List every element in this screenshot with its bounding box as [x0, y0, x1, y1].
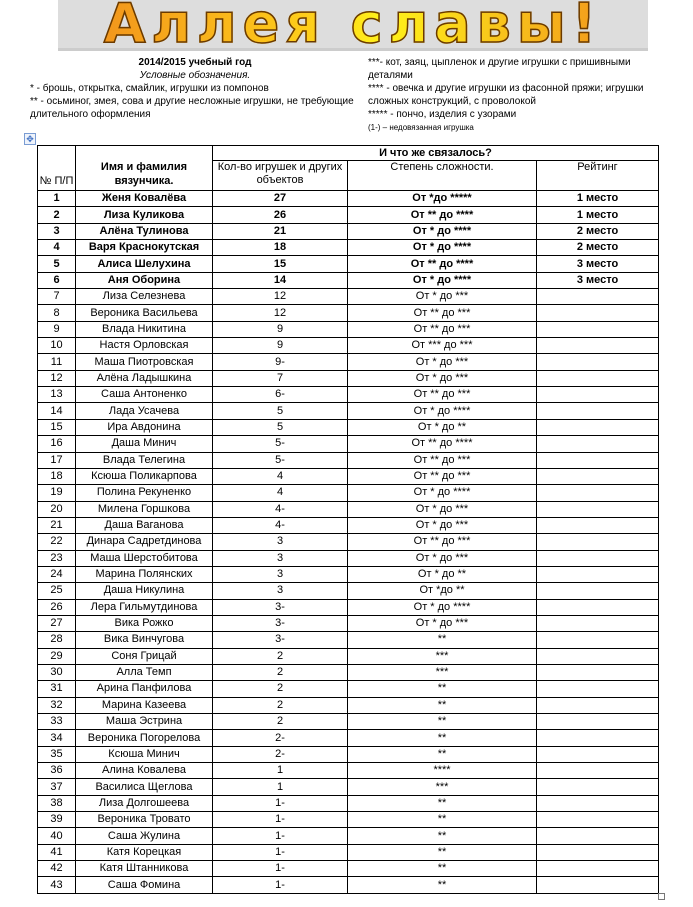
- table-row: [38, 387, 659, 403]
- cell-name: Маша Эстрина: [76, 714, 213, 730]
- cell-count: 2-: [213, 730, 348, 746]
- table-row: [38, 664, 659, 680]
- cell-n: 32: [38, 697, 76, 713]
- cell-rating: [537, 714, 659, 730]
- cell-difficulty: ***: [348, 648, 537, 664]
- cell-name: Лиза Селезнева: [76, 289, 213, 305]
- header-count: Кол-во игрушек и других объектов: [213, 161, 348, 191]
- cell-rating: [537, 534, 659, 550]
- cell-difficulty: От ** до ****: [348, 207, 537, 223]
- cell-name: Влада Никитина: [76, 321, 213, 337]
- cell-rating: 3 место: [537, 272, 659, 288]
- table-row: [38, 403, 659, 419]
- cell-n: 1: [38, 191, 76, 207]
- table-row: [38, 452, 659, 468]
- legend-note: (1-) – недовязанная игрушка: [368, 123, 474, 132]
- cell-rating: [537, 583, 659, 599]
- table-row: [38, 648, 659, 664]
- table-row: [38, 615, 659, 631]
- cell-difficulty: **: [348, 697, 537, 713]
- cell-difficulty: От *до *****: [348, 191, 537, 207]
- cell-rating: [537, 468, 659, 484]
- cell-n: 33: [38, 714, 76, 730]
- cell-name: Вика Рожко: [76, 615, 213, 631]
- cell-difficulty: От *** до ***: [348, 338, 537, 354]
- cell-name: Ксюша Минич: [76, 746, 213, 762]
- cell-count: 3: [213, 550, 348, 566]
- table-row: [38, 256, 659, 272]
- table-row: [38, 861, 659, 877]
- legend-item: **** - овечка и другие игрушки из фасонной пряжи; игрушки сложных конструкций, с проволокой: [368, 83, 644, 107]
- cell-name: Лиза Куликова: [76, 207, 213, 223]
- cell-n: 34: [38, 730, 76, 746]
- cell-n: 16: [38, 436, 76, 452]
- table-row: [38, 370, 659, 386]
- cell-rating: 3 место: [537, 256, 659, 272]
- cell-name: Саша Антоненко: [76, 387, 213, 403]
- cell-name: Алина Ковалева: [76, 763, 213, 779]
- cell-count: 14: [213, 272, 348, 288]
- cell-name: Алиса Шелухина: [76, 256, 213, 272]
- cell-difficulty: От * до ***: [348, 501, 537, 517]
- cell-name: Даша Ваганова: [76, 517, 213, 533]
- table-row: [38, 436, 659, 452]
- cell-count: 9: [213, 338, 348, 354]
- cell-n: 12: [38, 370, 76, 386]
- cell-n: 9: [38, 321, 76, 337]
- cell-count: 1-: [213, 812, 348, 828]
- cell-difficulty: От ** до ****: [348, 256, 537, 272]
- cell-name: Даша Никулина: [76, 583, 213, 599]
- table-row: [38, 517, 659, 533]
- cell-rating: [537, 861, 659, 877]
- table-row: [38, 468, 659, 484]
- cell-difficulty: От ** до ***: [348, 305, 537, 321]
- table-row: [38, 795, 659, 811]
- table-row: [38, 877, 659, 893]
- cell-n: 17: [38, 452, 76, 468]
- cell-n: 2: [38, 207, 76, 223]
- cell-n: 27: [38, 615, 76, 631]
- cell-rating: [537, 730, 659, 746]
- cell-count: 2: [213, 697, 348, 713]
- table-row: [38, 485, 659, 501]
- legend-item: ***** - пончо, изделия с узорами: [368, 109, 517, 120]
- cell-rating: [537, 501, 659, 517]
- cell-n: 42: [38, 861, 76, 877]
- cell-count: 1: [213, 779, 348, 795]
- title-banner: [58, 0, 648, 55]
- cell-name: Марина Казеева: [76, 697, 213, 713]
- cell-name: Даша Минич: [76, 436, 213, 452]
- cell-n: 18: [38, 468, 76, 484]
- cell-difficulty: От * до ****: [348, 240, 537, 256]
- cell-count: 2-: [213, 746, 348, 762]
- cell-name: Ксюша Поликарпова: [76, 468, 213, 484]
- cell-count: 6-: [213, 387, 348, 403]
- table-row: [38, 763, 659, 779]
- cell-n: 31: [38, 681, 76, 697]
- cell-name: Варя Краснокутская: [76, 240, 213, 256]
- table-row: [38, 289, 659, 305]
- cell-difficulty: ****: [348, 763, 537, 779]
- cell-count: 1-: [213, 861, 348, 877]
- cell-difficulty: **: [348, 632, 537, 648]
- table-row: [38, 338, 659, 354]
- cell-count: 2: [213, 681, 348, 697]
- cell-difficulty: От ** до ***: [348, 452, 537, 468]
- cell-name: Аня Оборина: [76, 272, 213, 288]
- cell-n: 4: [38, 240, 76, 256]
- table-row: [38, 714, 659, 730]
- cell-rating: [537, 746, 659, 762]
- table-row: [38, 191, 659, 207]
- cell-name: Милена Горшкова: [76, 501, 213, 517]
- cell-rating: 2 место: [537, 223, 659, 239]
- cell-name: Маша Шерстобитова: [76, 550, 213, 566]
- cell-n: 10: [38, 338, 76, 354]
- cell-n: 43: [38, 877, 76, 893]
- cell-name: Вероника Васильева: [76, 305, 213, 321]
- cell-n: 25: [38, 583, 76, 599]
- cell-n: 7: [38, 289, 76, 305]
- table-row: [38, 779, 659, 795]
- cell-count: 3-: [213, 599, 348, 615]
- cell-rating: [537, 828, 659, 844]
- cell-count: 2: [213, 714, 348, 730]
- table-row: [38, 550, 659, 566]
- cell-count: 12: [213, 305, 348, 321]
- cell-difficulty: ***: [348, 664, 537, 680]
- cell-name: Ира Авдонина: [76, 419, 213, 435]
- cell-rating: [537, 419, 659, 435]
- cell-rating: [537, 289, 659, 305]
- cell-difficulty: От * до ***: [348, 370, 537, 386]
- table-row: [38, 305, 659, 321]
- table-row: [38, 828, 659, 844]
- cell-count: 12: [213, 289, 348, 305]
- cell-count: 9-: [213, 354, 348, 370]
- cell-n: 8: [38, 305, 76, 321]
- cell-difficulty: **: [348, 730, 537, 746]
- cell-name: Настя Орловская: [76, 338, 213, 354]
- cell-n: 29: [38, 648, 76, 664]
- cell-difficulty: От * до **: [348, 419, 537, 435]
- cell-n: 6: [38, 272, 76, 288]
- cell-name: Алёна Тулинова: [76, 223, 213, 239]
- cell-n: 14: [38, 403, 76, 419]
- header-rating: Рейтинг: [537, 161, 659, 191]
- cell-rating: [537, 485, 659, 501]
- legend-item: ***- кот, заяц, цыпленок и другие игрушки с пришивными деталями: [368, 57, 631, 81]
- cell-count: 4: [213, 468, 348, 484]
- cell-count: 1: [213, 763, 348, 779]
- header-num: № П/П: [38, 146, 76, 191]
- cell-name: Маша Пиотровская: [76, 354, 213, 370]
- cell-name: Арина Панфилова: [76, 681, 213, 697]
- cell-difficulty: От * до ****: [348, 599, 537, 615]
- cell-n: 19: [38, 485, 76, 501]
- cell-difficulty: **: [348, 681, 537, 697]
- table-row: [38, 812, 659, 828]
- cell-name: Влада Телегина: [76, 452, 213, 468]
- cell-n: 28: [38, 632, 76, 648]
- cell-rating: [537, 517, 659, 533]
- table-row: [38, 583, 659, 599]
- cell-name: Вероника Тровато: [76, 812, 213, 828]
- table-row: [38, 746, 659, 762]
- cell-rating: [537, 664, 659, 680]
- cell-difficulty: От ** до ***: [348, 534, 537, 550]
- cell-name: Вика Винчугова: [76, 632, 213, 648]
- cell-difficulty: **: [348, 828, 537, 844]
- cell-count: 3-: [213, 632, 348, 648]
- legend-item: * - брошь, открытка, смайлик, игрушки из помпонов: [30, 83, 269, 94]
- table-row: [38, 697, 659, 713]
- cell-rating: [537, 844, 659, 860]
- legend-right: [368, 56, 668, 134]
- cell-name: Динара Садретдинова: [76, 534, 213, 550]
- cell-n: 11: [38, 354, 76, 370]
- cell-n: 40: [38, 828, 76, 844]
- cell-difficulty: От ** до ***: [348, 468, 537, 484]
- cell-name: Алла Темп: [76, 664, 213, 680]
- cell-difficulty: **: [348, 812, 537, 828]
- cell-name: Лера Гильмутдинова: [76, 599, 213, 615]
- cell-count: 1-: [213, 828, 348, 844]
- cell-count: 21: [213, 223, 348, 239]
- cell-difficulty: **: [348, 746, 537, 762]
- cell-rating: [537, 648, 659, 664]
- cell-rating: 2 место: [537, 240, 659, 256]
- cell-n: 22: [38, 534, 76, 550]
- cell-rating: [537, 452, 659, 468]
- cell-difficulty: **: [348, 861, 537, 877]
- table-body: [38, 191, 659, 894]
- results-table: [37, 145, 659, 894]
- table-row: [38, 207, 659, 223]
- cell-rating: [537, 877, 659, 893]
- cell-n: 41: [38, 844, 76, 860]
- header-name: Имя и фамилия вязунчика.: [76, 146, 213, 191]
- cell-count: 7: [213, 370, 348, 386]
- cell-rating: [537, 354, 659, 370]
- cell-difficulty: От * до ****: [348, 223, 537, 239]
- table-row: [38, 272, 659, 288]
- table-row: [38, 419, 659, 435]
- cell-rating: [537, 599, 659, 615]
- table-row: [38, 354, 659, 370]
- cell-rating: [537, 370, 659, 386]
- cell-rating: [537, 812, 659, 828]
- cell-difficulty: От * до **: [348, 566, 537, 582]
- cell-name: Алёна Ладышкина: [76, 370, 213, 386]
- cell-difficulty: От *до **: [348, 583, 537, 599]
- cell-rating: [537, 436, 659, 452]
- table-row: [38, 599, 659, 615]
- cell-name: Марина Полянских: [76, 566, 213, 582]
- cell-rating: [537, 338, 659, 354]
- cell-count: 4-: [213, 501, 348, 517]
- table-row: [38, 223, 659, 239]
- cell-rating: [537, 321, 659, 337]
- cell-n: 13: [38, 387, 76, 403]
- cell-n: 36: [38, 763, 76, 779]
- table-row: [38, 730, 659, 746]
- cell-rating: [537, 795, 659, 811]
- cell-difficulty: От ** до ***: [348, 387, 537, 403]
- cell-difficulty: От ** до ***: [348, 321, 537, 337]
- cell-difficulty: От * до ****: [348, 272, 537, 288]
- cell-n: 3: [38, 223, 76, 239]
- cell-n: 24: [38, 566, 76, 582]
- cell-difficulty: От * до ***: [348, 517, 537, 533]
- cell-name: Катя Штанникова: [76, 861, 213, 877]
- cell-name: Василиса Щеглова: [76, 779, 213, 795]
- cell-count: 1-: [213, 844, 348, 860]
- cell-count: 4: [213, 485, 348, 501]
- cell-n: 20: [38, 501, 76, 517]
- cell-count: 9: [213, 321, 348, 337]
- legend-heading: Условные обозначения.: [139, 70, 251, 81]
- cell-name: Соня Грицай: [76, 648, 213, 664]
- cell-count: 2: [213, 648, 348, 664]
- cell-name: Саша Фомина: [76, 877, 213, 893]
- cell-name: Саша Жулина: [76, 828, 213, 844]
- cell-difficulty: **: [348, 844, 537, 860]
- header-difficulty: Степень сложности.: [348, 161, 537, 191]
- table-row: [38, 844, 659, 860]
- cell-rating: [537, 305, 659, 321]
- legend-left: [30, 56, 360, 121]
- cell-name: Полина Рекуненко: [76, 485, 213, 501]
- table-row: [38, 501, 659, 517]
- legend-item: ** - осьминог, змея, сова и другие несложные игрушки, не требующие длительного оформления: [30, 96, 354, 120]
- cell-n: 39: [38, 812, 76, 828]
- cell-count: 5-: [213, 436, 348, 452]
- cell-n: 21: [38, 517, 76, 533]
- cell-rating: [537, 697, 659, 713]
- cell-count: 5: [213, 403, 348, 419]
- cell-difficulty: От * до ***: [348, 615, 537, 631]
- cell-count: 3: [213, 566, 348, 582]
- table-row: [38, 632, 659, 648]
- cell-count: 18: [213, 240, 348, 256]
- cell-name: Вероника Погорелова: [76, 730, 213, 746]
- cell-difficulty: От * до ***: [348, 354, 537, 370]
- table-move-handle-icon[interactable]: ✥: [24, 133, 36, 145]
- cell-rating: 1 место: [537, 207, 659, 223]
- cell-rating: [537, 632, 659, 648]
- cell-n: 37: [38, 779, 76, 795]
- cell-n: 35: [38, 746, 76, 762]
- cell-n: 30: [38, 664, 76, 680]
- table-row: [38, 534, 659, 550]
- cell-count: 3: [213, 583, 348, 599]
- cell-difficulty: От * до ***: [348, 289, 537, 305]
- cell-rating: [537, 615, 659, 631]
- table-row: [38, 681, 659, 697]
- school-year: 2014/2015 учебный год: [138, 57, 252, 68]
- cell-rating: [537, 566, 659, 582]
- table-resize-handle[interactable]: [658, 893, 665, 900]
- cell-count: 4-: [213, 517, 348, 533]
- cell-n: 15: [38, 419, 76, 435]
- cell-name: Женя Ковалёва: [76, 191, 213, 207]
- table-row: [38, 321, 659, 337]
- cell-name: Катя Корецкая: [76, 844, 213, 860]
- cell-count: 3: [213, 534, 348, 550]
- cell-rating: [537, 681, 659, 697]
- cell-count: 1-: [213, 877, 348, 893]
- cell-difficulty: **: [348, 795, 537, 811]
- cell-difficulty: **: [348, 714, 537, 730]
- header-group: И что же связалось?: [213, 146, 659, 161]
- cell-count: 5-: [213, 452, 348, 468]
- cell-rating: [537, 763, 659, 779]
- cell-count: 27: [213, 191, 348, 207]
- table-row: [38, 566, 659, 582]
- cell-n: 5: [38, 256, 76, 272]
- cell-rating: [537, 779, 659, 795]
- cell-n: 26: [38, 599, 76, 615]
- cell-rating: [537, 403, 659, 419]
- cell-rating: [537, 387, 659, 403]
- cell-difficulty: ***: [348, 779, 537, 795]
- cell-difficulty: От * до ****: [348, 485, 537, 501]
- cell-rating: 1 место: [537, 191, 659, 207]
- cell-n: 23: [38, 550, 76, 566]
- cell-difficulty: **: [348, 877, 537, 893]
- cell-difficulty: От * до ***: [348, 550, 537, 566]
- cell-count: 2: [213, 664, 348, 680]
- cell-count: 5: [213, 419, 348, 435]
- cell-difficulty: От ** до ****: [348, 436, 537, 452]
- cell-name: Лада Усачева: [76, 403, 213, 419]
- cell-count: 1-: [213, 795, 348, 811]
- cell-difficulty: От * до ****: [348, 403, 537, 419]
- cell-n: 38: [38, 795, 76, 811]
- cell-count: 3-: [213, 615, 348, 631]
- cell-name: Лиза Долгошеева: [76, 795, 213, 811]
- cell-rating: [537, 550, 659, 566]
- table-row: [38, 240, 659, 256]
- cell-count: 26: [213, 207, 348, 223]
- page-title: Аллея славы!: [58, 0, 648, 55]
- cell-count: 15: [213, 256, 348, 272]
